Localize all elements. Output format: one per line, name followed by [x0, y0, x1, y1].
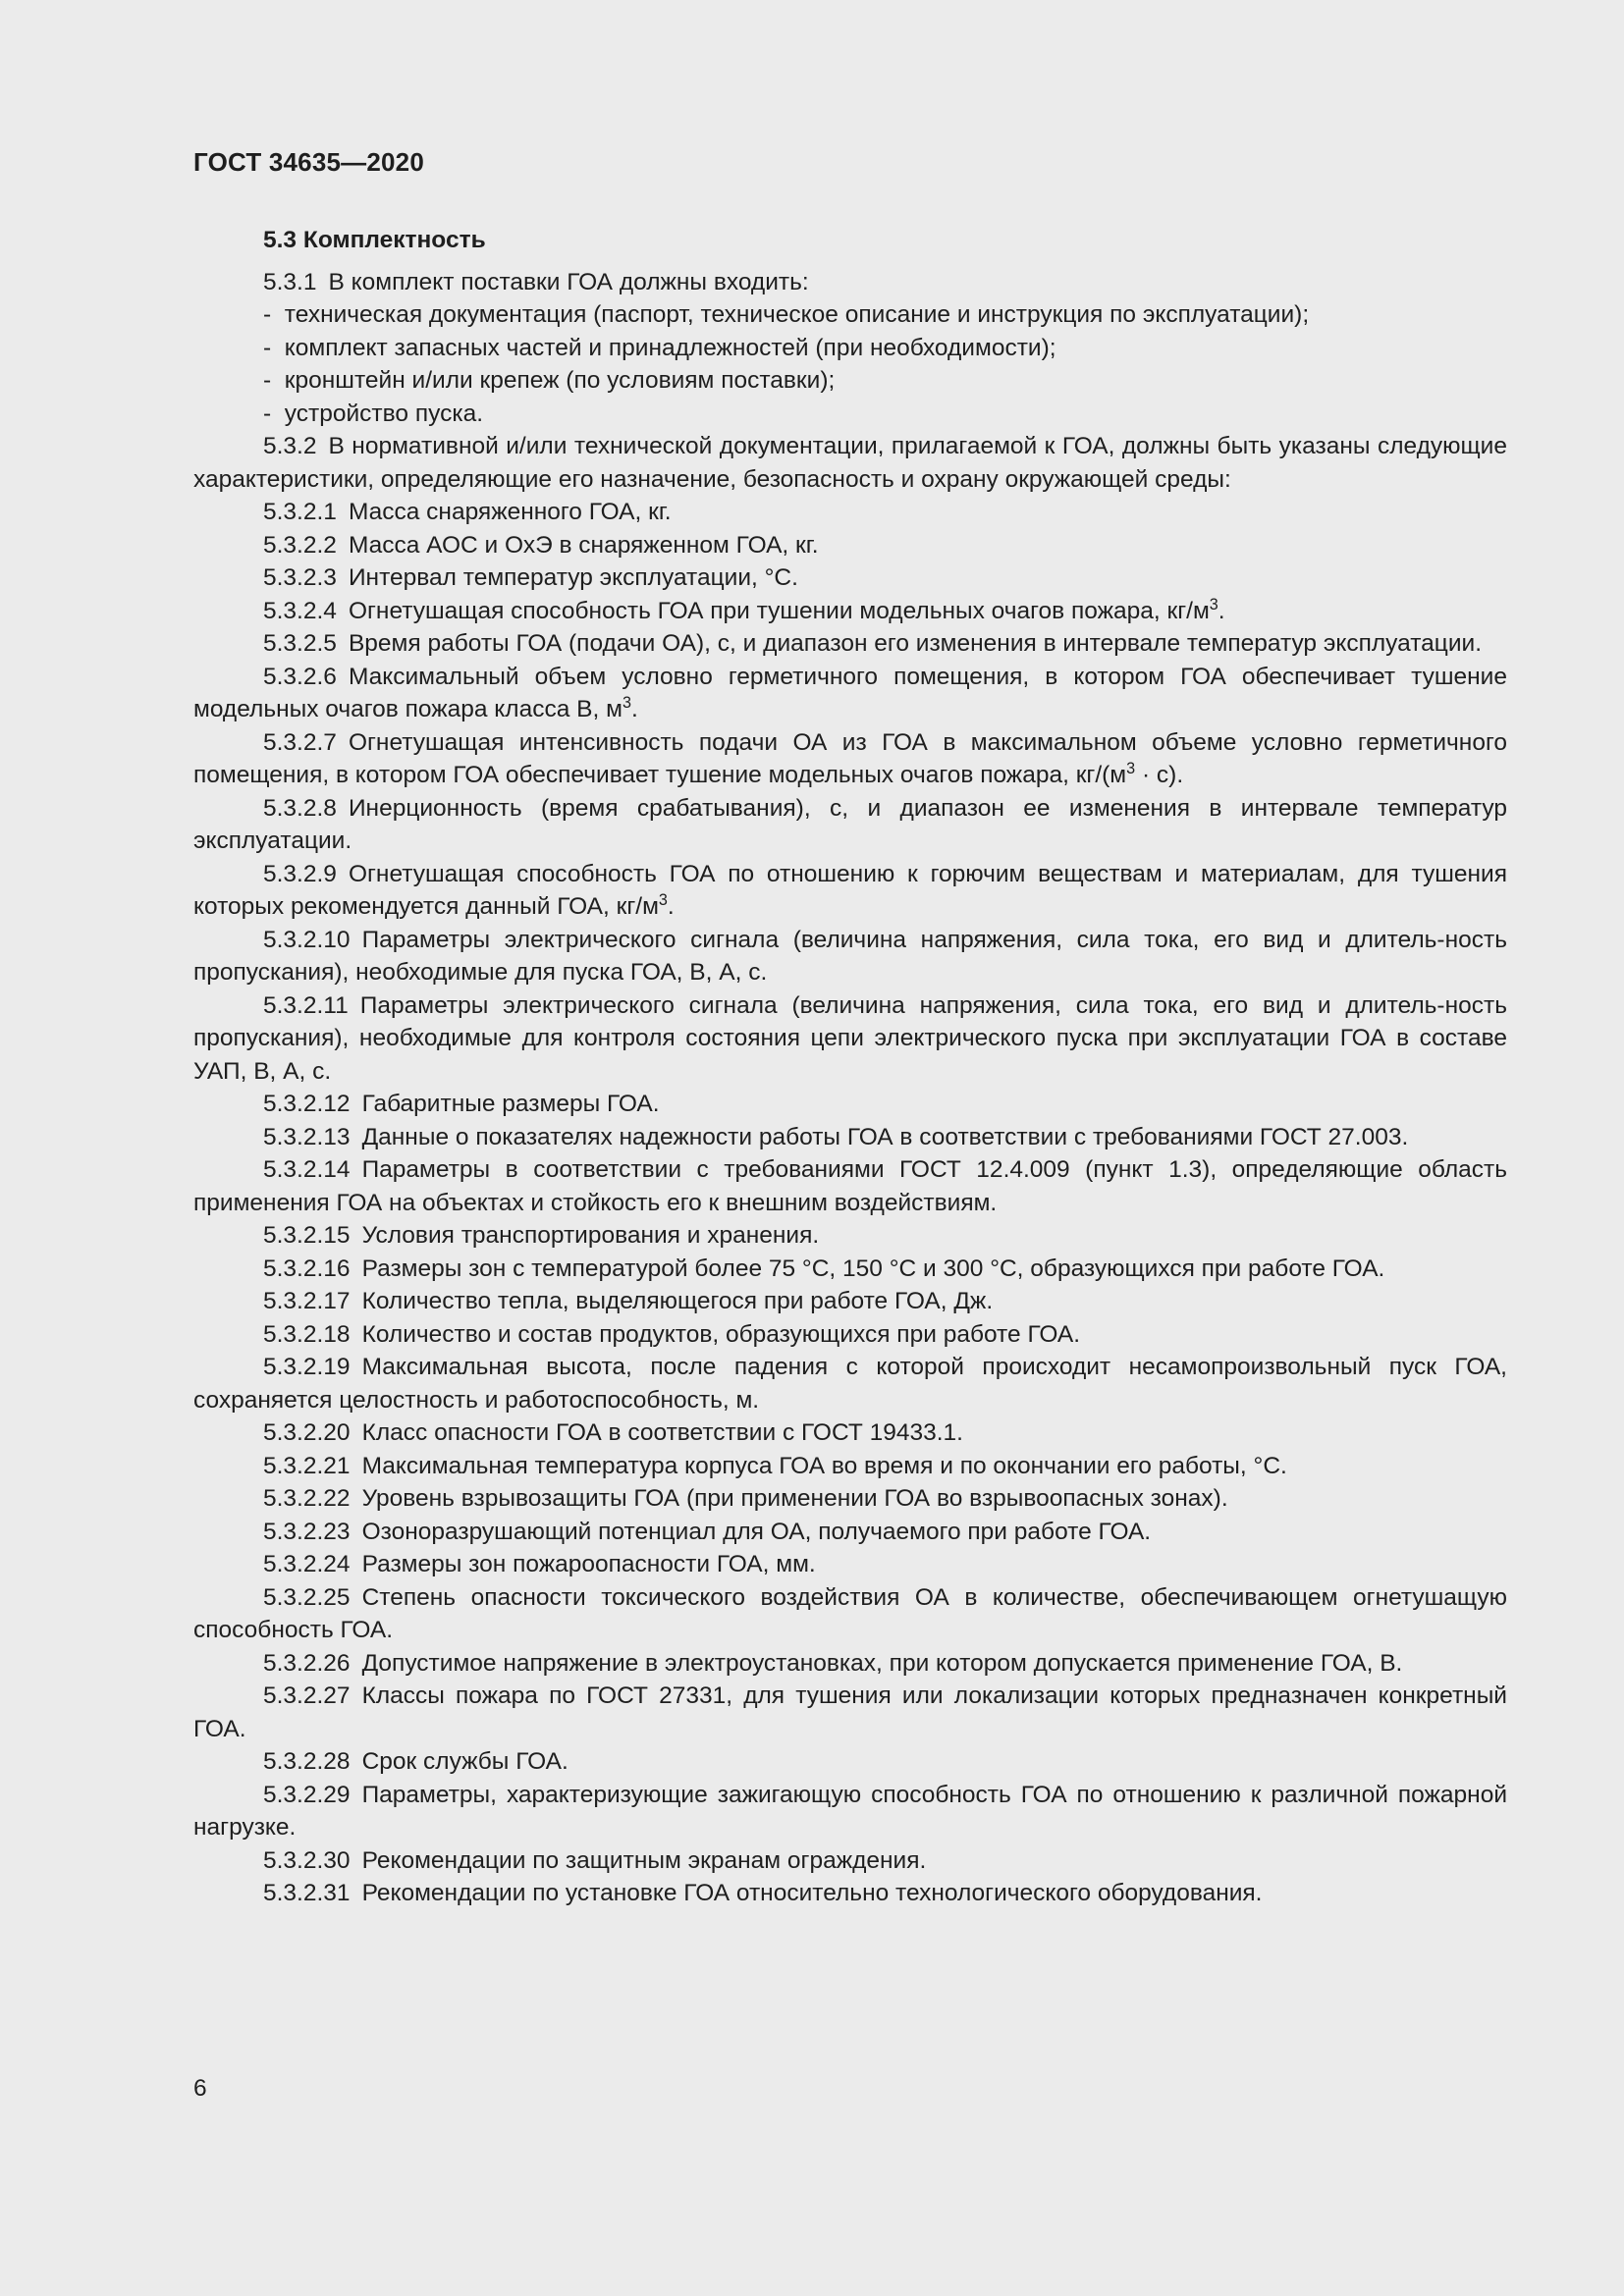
list-marker: -: [263, 400, 272, 427]
clause-5-3-2-10: [193, 924, 1507, 989]
clause-5-3-2-1: [193, 496, 1507, 529]
clause-5-3-2-7: [193, 726, 1507, 792]
clause-number: 5.3.2.26: [263, 1649, 351, 1677]
clause-5-3-2-8: [193, 792, 1507, 858]
clause-text: Габаритные размеры ГОА.: [361, 1091, 660, 1117]
clause-text: Параметры, характеризующие зажигающую способность ГОА по отношению к различной пожарной нагрузке.: [193, 1781, 1507, 1841]
clause-text: Уровень взрывозащиты ГОА (при применении ГОА во взрывоопасных зонах).: [361, 1485, 1228, 1512]
clause-text: Классы пожара по ГОСТ 27331, для тушения или локализации которых предназначен конкретный ГОА.: [193, 1682, 1507, 1742]
document-body: [193, 224, 1507, 1910]
clause-number: 5.3.2.25: [263, 1583, 351, 1611]
clause-number: 5.3.2.11: [263, 991, 349, 1019]
clause-number: 5.3.2.28: [263, 1748, 351, 1775]
clause-text: Инерционность (время срабатывания), с, и диапазон ее изменения в интервале температур эксплуатации.: [193, 794, 1507, 854]
clause-number: 5.3.2.3: [263, 564, 337, 591]
clause-tail: .: [630, 696, 638, 722]
clause-number: 5.3.2.4: [263, 597, 337, 624]
clause-text: Максимальный объем условно герметичного помещения, в котором ГОА обеспечивает тушение модельных очагов пожара класса В, м: [193, 663, 1507, 722]
clause-number: 5.3.2.14: [263, 1156, 351, 1183]
list-item-text: кронштейн и/или крепеж (по условиям поставки);: [284, 367, 836, 394]
clause-number: 5.3.2.30: [263, 1846, 351, 1874]
list-item-text: устройство пуска.: [284, 400, 484, 427]
clause-number: 5.3.2.1: [263, 499, 337, 525]
clause-number: 5.3.2.2: [263, 531, 337, 559]
clause-5-3-2-15: [193, 1219, 1507, 1253]
list-item: [193, 332, 1507, 365]
clause-5-3-2-20: [193, 1416, 1507, 1450]
clause-5-3-2-4: [193, 595, 1507, 628]
clause-5-3-2-19: [193, 1351, 1507, 1416]
clause-number: 5.3.2: [263, 433, 317, 459]
clause-text: В комплект поставки ГОА должны входить:: [328, 268, 809, 295]
clause-5-3-2-31: [193, 1877, 1507, 1910]
paragraph-5-3-1: [193, 266, 1507, 299]
clause-text: Срок службы ГОА.: [361, 1748, 568, 1775]
clause-text: Степень опасности токсического воздействия ОА в количестве, обеспечивающем огнетушащую способность ГОА.: [193, 1583, 1507, 1643]
clause-5-3-2-25: [193, 1581, 1507, 1647]
clause-text: Параметры электрического сигнала (величина напряжения, сила тока, его вид и длитель-ность пропускания), необходимые для контроля состояния цепи электрического пуска при эксплуатации ГОА в составе УАП, В, А, с.: [193, 991, 1507, 1085]
clause-text: Озоноразрушающий потенциал для ОА, получаемого при работе ГОА.: [361, 1518, 1152, 1545]
clause-number: 5.3.2.17: [263, 1288, 351, 1314]
clause-text: Допустимое напряжение в электроустановках, при котором допускается применение ГОА, В.: [361, 1649, 1403, 1677]
section-title: 5.3 Комплектность: [263, 227, 486, 253]
clause-number: 5.3.2.9: [263, 860, 337, 887]
clause-number: 5.3.2.12: [263, 1091, 351, 1117]
clause-text: Класс опасности ГОА в соответствии с ГОСТ 19433.1.: [361, 1419, 963, 1446]
clause-text: Максимальная температура корпуса ГОА во время и по окончании его работы, °С.: [361, 1452, 1287, 1479]
clause-number: 5.3.2.18: [263, 1320, 351, 1348]
clause-text: Количество тепла, выделяющегося при работе ГОА, Дж.: [361, 1288, 994, 1314]
clause-number: 5.3.2.7: [263, 728, 337, 756]
clause-text: Размеры зон с температурой более 75 °С, 150 °С и 300 °С, образующихся при работе ГОА.: [361, 1255, 1385, 1282]
clause-5-3-2-16: [193, 1253, 1507, 1286]
clause-number: 5.3.2.6: [263, 663, 337, 690]
clause-5-3-2-5: [193, 627, 1507, 661]
list-item-text: техническая документация (паспорт, техническое описание и инструкция по эксплуатации);: [284, 301, 1310, 328]
list-item: [193, 364, 1507, 398]
clause-5-3-2-21: [193, 1450, 1507, 1483]
clause-number: 5.3.2.22: [263, 1485, 351, 1512]
clause-5-3-2-18: [193, 1318, 1507, 1352]
clause-text: Масса АОС и ОхЭ в снаряженном ГОА, кг.: [348, 531, 819, 559]
clause-5-3-2-29: [193, 1779, 1507, 1844]
clause-5-3-2-24: [193, 1548, 1507, 1581]
clause-tail: .: [1218, 597, 1225, 624]
page-number: 6: [193, 2075, 207, 2102]
clause-number: 5.3.2.10: [263, 926, 351, 953]
clause-text: Условия транспортирования и хранения.: [361, 1222, 820, 1249]
list-marker: -: [263, 301, 272, 328]
superscript: 3: [622, 694, 631, 713]
list-marker: -: [263, 367, 272, 394]
clause-5-3-2-28: [193, 1745, 1507, 1779]
clause-5-3-2-11: [193, 989, 1507, 1089]
clause-text: Параметры электрического сигнала (величина напряжения, сила тока, его вид и длитель-ность пропускания), необходимые для пуска ГОА, В, А, с.: [193, 926, 1507, 986]
clause-number: 5.3.2.21: [263, 1452, 351, 1479]
list-item: [193, 298, 1507, 332]
clause-5-3-2-6: [193, 661, 1507, 726]
clause-5-3-2-9: [193, 858, 1507, 924]
clause-number: 5.3.2.8: [263, 794, 337, 822]
clause-number: 5.3.2.13: [263, 1123, 351, 1150]
clause-5-3-2-13: [193, 1121, 1507, 1154]
list-item-text: комплект запасных частей и принадлежностей (при необходимости);: [284, 334, 1056, 361]
clause-number: 5.3.2.29: [263, 1781, 351, 1808]
clause-5-3-2-22: [193, 1482, 1507, 1516]
clause-text: Масса снаряженного ГОА, кг.: [348, 499, 672, 525]
clause-5-3-2-14: [193, 1153, 1507, 1219]
clause-number: 5.3.2.31: [263, 1880, 351, 1906]
clause-5-3-2-27: [193, 1680, 1507, 1745]
clause-5-3-2-3: [193, 561, 1507, 595]
clause-number: 5.3.2.16: [263, 1255, 351, 1282]
document-header: ГОСТ 34635—2020: [193, 147, 424, 177]
superscript: 3: [1126, 760, 1136, 778]
clause-number: 5.3.2.20: [263, 1419, 351, 1446]
clause-text: В нормативной и/или технической документации, прилагаемой к ГОА, должны быть указаны следующие характеристики, определяющие его назначение, безопасность и охрану окружающей среды:: [193, 433, 1507, 493]
clause-5-3-2-2: [193, 529, 1507, 562]
clause-text: Данные о показателях надежности работы ГОА в соответствии с требованиями ГОСТ 27.003.: [361, 1123, 1409, 1150]
clause-number: 5.3.2.15: [263, 1222, 351, 1249]
clause-5-3-2-17: [193, 1285, 1507, 1318]
clause-text: Интервал температур эксплуатации, °С.: [348, 564, 798, 591]
clause-text: Параметры в соответствии с требованиями ГОСТ 12.4.009 (пункт 1.3), определяющие область применения ГОА на объектах и стойкость его к внешним воздействиям.: [193, 1156, 1507, 1216]
clause-number: 5.3.2.19: [263, 1354, 351, 1380]
clause-number: 5.3.2.27: [263, 1682, 351, 1709]
clause-text: Максимальная высота, после падения с которой происходит несамопроизвольный пуск ГОА, сохраняется целостность и работоспособность, м.: [193, 1354, 1507, 1414]
clause-number: 5.3.2.23: [263, 1518, 351, 1545]
clause-text: Размеры зон пожароопасности ГОА, мм.: [361, 1551, 816, 1577]
list-item: [193, 398, 1507, 431]
clause-tail: · с).: [1135, 762, 1184, 788]
clause-text: Огнетушащая интенсивность подачи ОА из ГОА в максимальном объеме условно герметичного помещения, в котором ГОА обеспечивает тушение модельных очагов пожара, кг/(м: [193, 728, 1507, 788]
clause-text: Рекомендации по защитным экранам ограждения.: [361, 1846, 927, 1874]
superscript: 3: [658, 891, 668, 910]
clause-number: 5.3.2.5: [263, 630, 337, 657]
clause-text: Рекомендации по установке ГОА относительно технологического оборудования.: [361, 1880, 1263, 1906]
clause-text: Время работы ГОА (подачи ОА), с, и диапазон его изменения в интервале температур эксплуатации.: [348, 630, 1482, 657]
superscript: 3: [1209, 595, 1218, 614]
list-marker: -: [263, 334, 272, 361]
paragraph-5-3-2: [193, 430, 1507, 496]
clause-text: Количество и состав продуктов, образующихся при работе ГОА.: [361, 1320, 1080, 1348]
clause-tail: .: [667, 893, 675, 920]
clause-number: 5.3.2.24: [263, 1551, 351, 1577]
clause-5-3-2-26: [193, 1647, 1507, 1681]
clause-text: Огнетушащая способность ГОА по отношению к горючим веществам и материалам, для тушения которых рекомендуется данный ГОА, кг/м: [193, 860, 1507, 920]
clause-5-3-2-30: [193, 1844, 1507, 1878]
clause-text: Огнетушащая способность ГОА при тушении модельных очагов пожара, кг/м: [348, 597, 1210, 624]
clause-5-3-2-23: [193, 1516, 1507, 1549]
clause-5-3-2-12: [193, 1088, 1507, 1121]
clause-number: 5.3.1: [263, 268, 317, 295]
